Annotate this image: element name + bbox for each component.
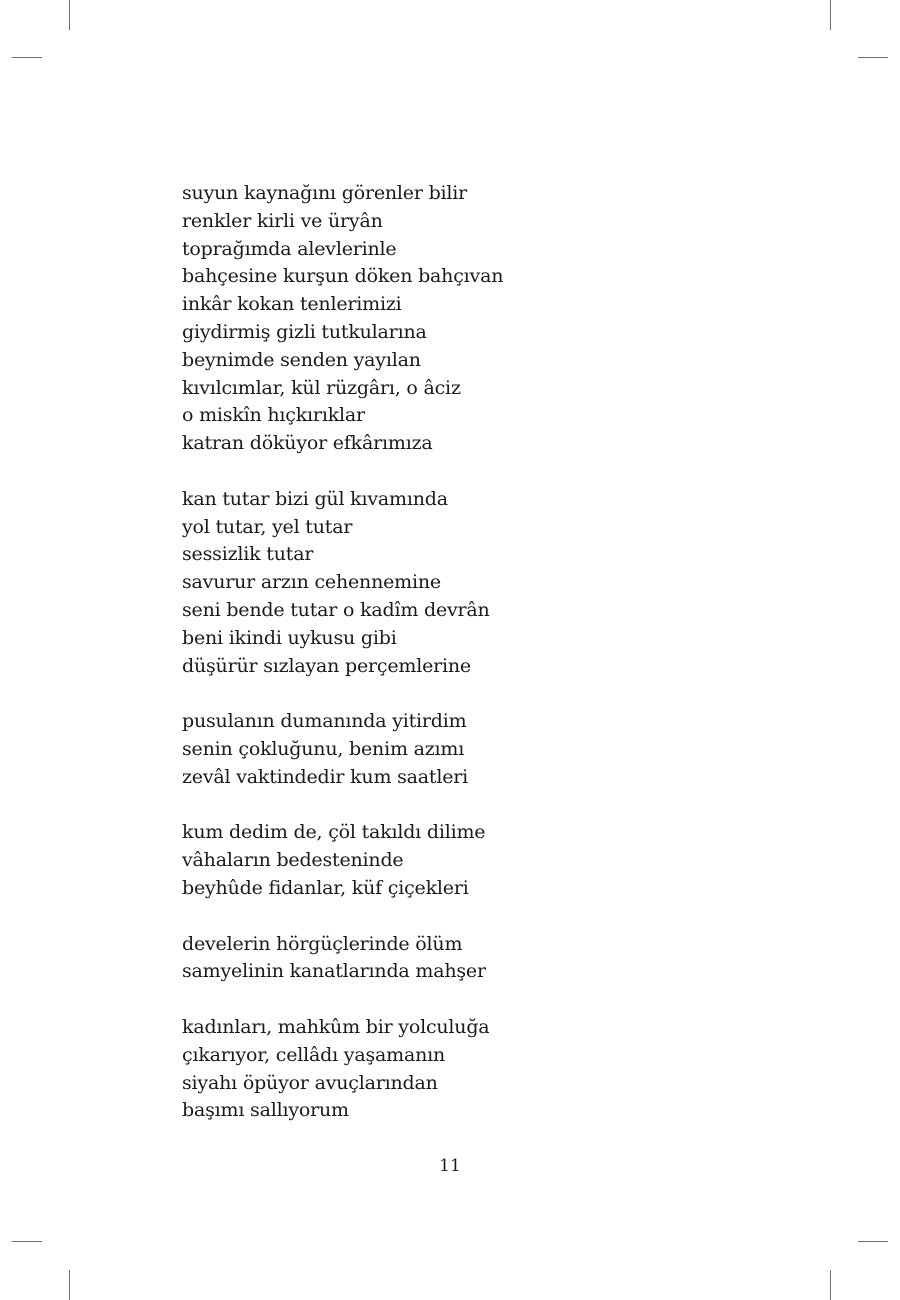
poem-line: sessizlik tutar [182, 543, 314, 566]
poem-line: yol tutar, yel tutar [182, 515, 353, 538]
crop-mark-bottom-left [69, 1270, 70, 1300]
poem-line: düşürür sızlayan perçemlerine [182, 654, 471, 677]
poem-line: zevâl vaktindedir kum saatleri [182, 765, 469, 788]
crop-mark-top-right [830, 0, 831, 30]
stanza-5 [182, 931, 782, 987]
stanza-2 [182, 486, 782, 681]
poem-line: kadınları, mahkûm bir yolculuğa [182, 1015, 490, 1038]
stanza-1 [182, 180, 782, 458]
poem-line: beni ikindi uykusu gibi [182, 626, 397, 649]
poem-line: beynimde senden yayılan [182, 348, 421, 371]
crop-mark-right-top [858, 57, 888, 58]
poem-line: pusulanın dumanında yitirdim [182, 710, 467, 733]
crop-mark-top-left [69, 0, 70, 30]
stanza-3 [182, 708, 782, 791]
poem-line: vâhaların bedesteninde [182, 849, 404, 872]
poem-line: çıkarıyor, cellâdı yaşamanın [182, 1043, 446, 1066]
poem-line: renkler kirli ve üryân [182, 209, 383, 232]
crop-mark-bottom-right [830, 1270, 831, 1300]
page-number: 11 [439, 1156, 461, 1176]
poem-line: kıvılcımlar, kül rüzgârı, o âciz [182, 376, 461, 399]
stanza-6 [182, 1014, 782, 1125]
poem-body [182, 180, 782, 1125]
poem-line: suyun kaynağını görenler bilir [182, 182, 468, 204]
crop-mark-left-bottom [12, 1241, 42, 1242]
poem-line: giydirmiş gizli tutkularına [182, 320, 427, 343]
poem-line: inkâr kokan tenlerimizi [182, 293, 402, 316]
poem-line: seni bende tutar o kadîm devrân [182, 598, 490, 621]
poem-line: toprağımda alevlerinle [182, 237, 397, 260]
poem-line: senin çokluğunu, benim azımı [182, 737, 465, 760]
poem-line: o miskîn hıçkırıklar [182, 404, 365, 427]
poem-line: başımı sallıyorum [182, 1099, 349, 1122]
crop-mark-right-bottom [858, 1241, 888, 1242]
poem-line: siyahı öpüyor avuçlarından [182, 1071, 438, 1094]
poem-line: samyelinin kanatlarında mahşer [182, 960, 486, 983]
poem-line: savurur arzın cehennemine [182, 571, 441, 594]
poem-line: kan tutar bizi gül kıvamında [182, 487, 448, 510]
crop-mark-left-top [12, 57, 42, 58]
stanza-4 [182, 819, 782, 902]
poem-line: katran döküyor efkârımıza [182, 432, 433, 455]
poem-line: beyhûde fidanlar, küf çiçekleri [182, 876, 469, 899]
poem-line: bahçesine kurşun döken bahçıvan [182, 265, 504, 288]
poem-line: kum dedim de, çöl takıldı dilime [182, 821, 486, 844]
poem-line: develerin hörgüçlerinde ölüm [182, 932, 463, 955]
